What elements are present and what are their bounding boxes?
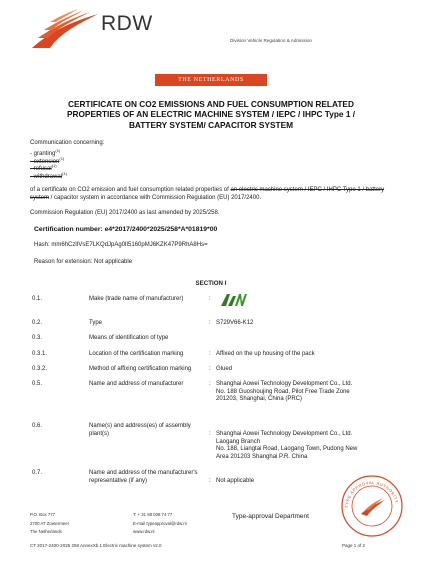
section-title: SECTION I — [195, 280, 227, 287]
country-banner: THE NETHERLANDS — [155, 74, 267, 86]
page-number: Page 1 of 2 — [342, 543, 366, 548]
list-item: - extension$^{(1)}$ — [30, 155, 65, 165]
extension-reason: Reason for extension: Not applicable — [34, 259, 133, 265]
title-line: BATTERY SYSTEM/ CAPACITOR SYSTEM — [128, 119, 294, 130]
footer-address: P.O. Box 777 2700 AT Zoetermeer The Netherlands — [30, 512, 70, 535]
communication-list — [30, 148, 67, 181]
hash-value: Hash: mm6hCzlIVsE7LKQdJpAg0lI5160pMJ6KZK47P9RhA8Hs= — [34, 242, 208, 248]
document-reference: CT 2017-2400-2025 258 AnnexXb.1 Electric machine system v2.0 — [30, 543, 162, 548]
certificate-scope: of a certificate on CO2 emission and fuel consumption related properties of an electric machine system / IEPC / IHPC Type 1 / battery system / capacitor system in accordance with Commission Regulation (EU) 2017/2400. — [30, 187, 385, 201]
list-item: - granting$^{(1)}$ — [30, 148, 61, 157]
brand-name: RDW — [101, 12, 153, 35]
title-line: PROPERTIES OF AN ELECTRIC MACHINE SYSTEM / IEPC / IHPC Type 1 / — [66, 109, 356, 120]
svg-text:TYPE APPROVAL AUTHORITY: TYPE APPROVAL AUTHORITY — [343, 479, 400, 509]
title-line: CERTIFICATE ON CO2 EMISSIONS AND FUEL CONSUMPTION RELATED — [68, 99, 354, 109]
rdw-logo-icon — [30, 8, 102, 52]
footer-contact: T: + 31 88 008 74 77 E-mail typeapproval@rdw.nl www.rdw.nl — [133, 512, 187, 535]
certification-number: Certification number: e4*2017/2400*2025/258*A*01819*00 — [34, 226, 218, 233]
manufacturer-logo-icon — [220, 293, 248, 307]
list-item: - refusal$^{(1)}$ — [30, 163, 57, 173]
department-name: Type-approval Department — [232, 513, 309, 520]
list-item: - withdrawal$^{(1)}$ — [30, 170, 67, 180]
certificate-title — [30, 99, 392, 130]
communication-heading: Communication concerning: — [30, 140, 105, 146]
certificate-page: RDW Division Vehicle Regulation & Admission THE NETHERLANDS CERTIFICATE ON CO2 EMISSIONS AND FUEL CONSUMPTION RELATED PROPERTIES OF AN ELECTRIC MACHINE SYSTEM / IEPC / IHPC Type 1 / BATTERY SYSTEM/ CAPACITOR SYSTEM Communication concerning: - granting$^{(1)}$ - extension$^{(1)}$ - refusal$^{(1)}$ - withdrawal$^{(1)}$ of a certificate on CO2 emission and fuel consumption related properties of an electric machine system / IEPC / IHPC Type 1 / battery system / capacitor system in accordance with Commission Regulation (EU) 2017/2400. Commission Regulation (EU) 2017/2400 as last amended by 2025/258. Certification number: e4*2017/2400*2025/258*A*01819*00 Hash: mm6hCzlIVsE7LKQdJpAg0lI5160pMJ6KZK47P9RhA8Hs= Reason for extension: Not applicable SECTION I 0.1. Make (trade name of manufacturer) : 0.2. Type : S729V66-K12 0.3. Means of identification of type 0.3.1. Location of the certification marking : Affixed on the up housing of the pack 0.3.2. Method of affixing certification marking : Glued 0.5. Name and address of manufacturer : Shanghai Aowei Technology Development Co., Ltd. No. 188 Guoshoujing Road, Pilot Free Trade Zone 201203, Shanghai, China (PRC) 0.6. Name(s) and address(es) of assembly plant(s) : Shanghai Aowei Technology Development Co., Ltd. Laogang Branch No. 188, Liangtai Road, Laogang Town, Pudong New Area 201203 Shanghai P.R. China 0.7. Name and address of the manufacturer's representative (if any) : Not applicable TYPE APPROVAL AUTHORITY P.O. Box 777 2700 AT Zoetermeer The Netherlands T: + 31 88 008 74 77 E-mail typeapproval@rdw.nl www.rdw.nl Type-approval Department CT 2017-2400-2025 258 AnnexXb.1 Electric machine system v2.0 Page 1 of 2 — [0, 0, 422, 574]
division-name: Division Vehicle Regulation & Admission — [230, 38, 312, 43]
approval-stamp-icon — [337, 470, 407, 540]
regulation-text: Commission Regulation (EU) 2017/2400 as last amended by 2025/258. — [30, 210, 220, 216]
